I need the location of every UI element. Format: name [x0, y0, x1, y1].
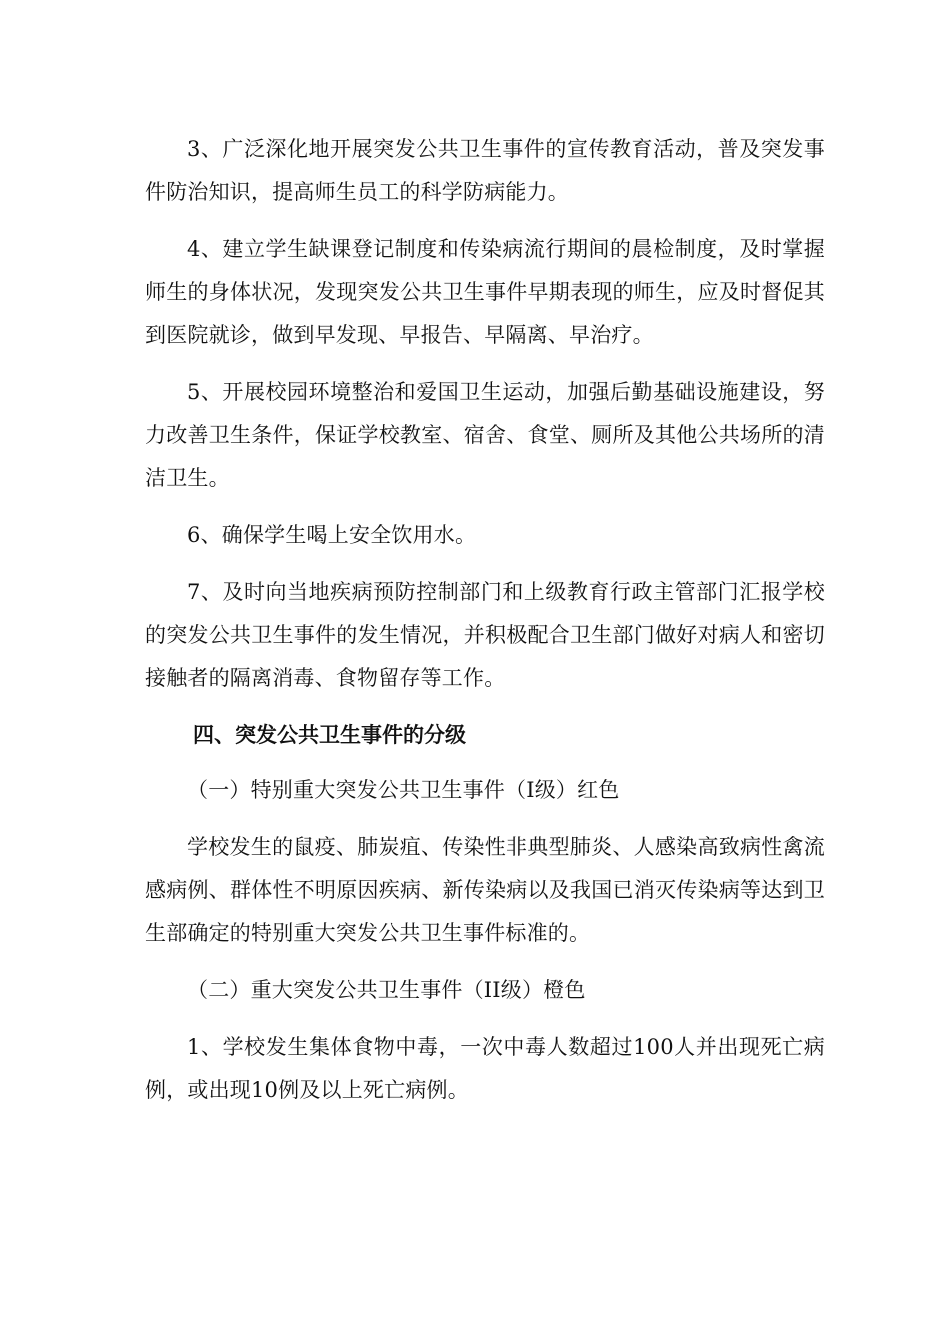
level2-title: （二）重大突发公共卫生事件（II级）橙色: [187, 978, 586, 1002]
paragraph-item-6: 6、确保学生喝上安全饮用水。: [187, 523, 477, 547]
paragraph-item-5: 5、开展校园环境整治和爱国卫生运动，加强后勤基础设施建设，努力改善卫生条件，保证学校教室、宿舍、食堂、厕所及其他公共场所的清洁卫生。: [145, 380, 825, 490]
document-body: [145, 128, 825, 1126]
section-heading: 四、突发公共卫生事件的分级: [193, 723, 466, 747]
paragraph-item-3: 3、广泛深化地开展突发公共卫生事件的宣传教育活动，普及突发事件防治知识，提高师生员工的科学防病能力。: [145, 137, 825, 204]
paragraph-item-7: 7、及时向当地疾病预防控制部门和上级教育行政主管部门汇报学校的突发公共卫生事件的发生情况，并积极配合卫生部门做好对病人和密切接触者的隔离消毒、食物留存等工作。: [145, 580, 825, 690]
paragraph-item-4: 4、建立学生缺课登记制度和传染病流行期间的晨检制度，及时掌握师生的身体状况，发现突发公共卫生事件早期表现的师生，应及时督促其到医院就诊，做到早发现、早报告、早隔离、早治疗。: [145, 237, 825, 347]
level1-title: （一）特别重大突发公共卫生事件（Ⅰ级）红色: [187, 778, 620, 802]
level1-description: 学校发生的鼠疫、肺炭疽、传染性非典型肺炎、人感染高致病性禽流感病例、群体性不明原因疾病、新传染病以及我国已消灭传染病等达到卫生部确定的特别重大突发公共卫生事件标准的。: [145, 835, 825, 945]
level2-item-1: 1、学校发生集体食物中毒，一次中毒人数超过100人并出现死亡病例，或出现10例及以上死亡病例。: [145, 1035, 825, 1102]
